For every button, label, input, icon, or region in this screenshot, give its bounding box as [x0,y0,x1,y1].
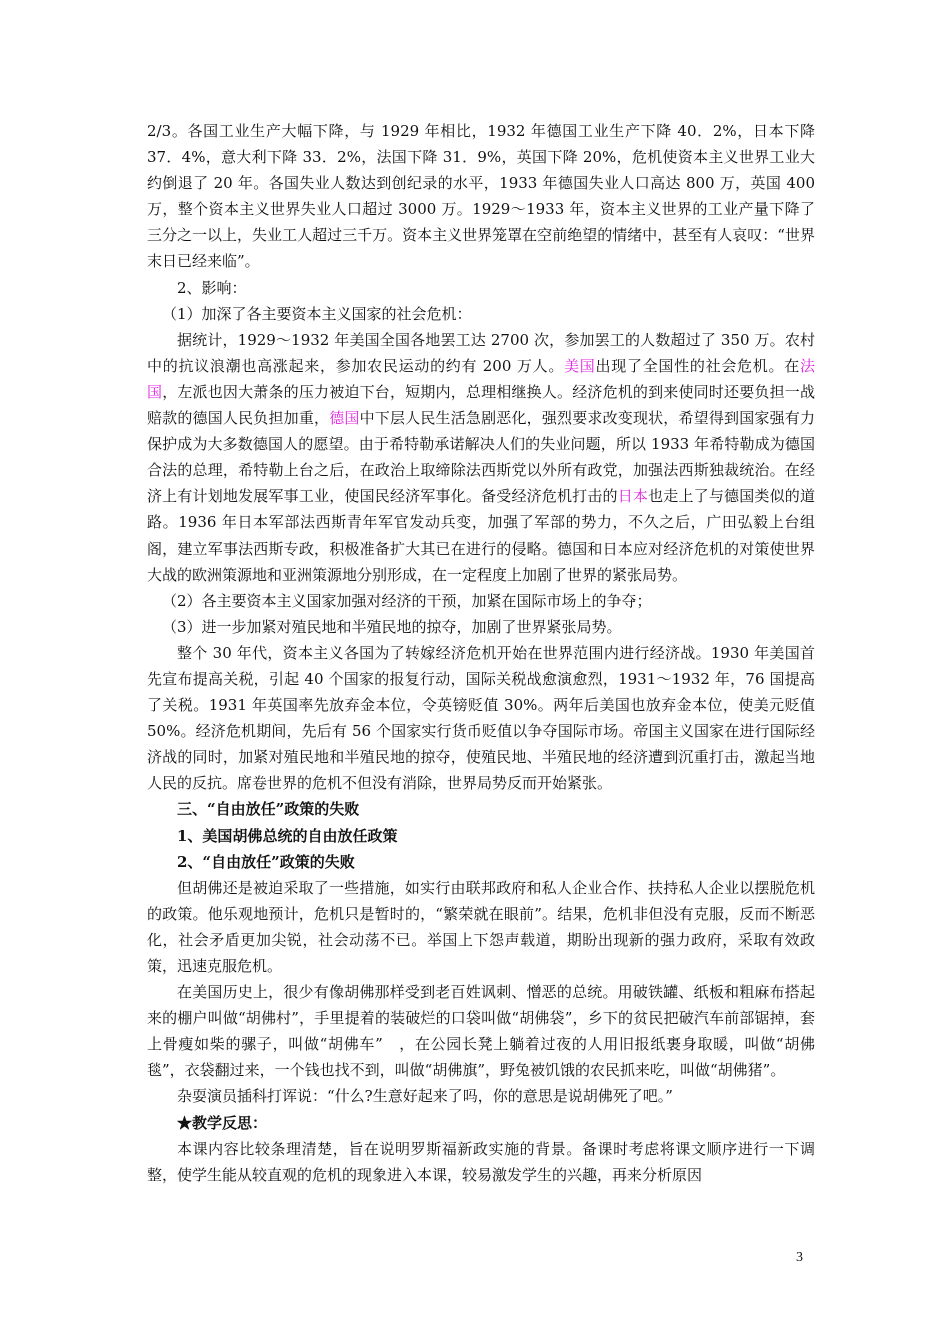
document-body [147,118,815,1188]
text-segment: 也走上了与德国类似的道路。1936 年日本军部法西斯青年军官发动兵变，加强了军部的势力，不久之后，广田弘毅上台组阁，建立军事法西斯专政，积极准备扩大其已在进行的侵略。德国和日本应对经济危机的对策使世界大战的欧洲策源地和亚洲策源地分别形成，在一定程度上加剧了世界的紧张局势。 [147,487,815,584]
subheading-policy-failure: 2、“自由放任”政策的失败 [177,852,355,871]
paragraph-economic-war: 整个 30 年代，资本主义各国为了转嫁经济危机开始在世界范围内进行经济战。1930 年美国首先宣布提高关税，引起 40 个国家的报复行动，国际关税战愈演愈烈，1931～1932 年，76 国提高了关税。1931 年英国率先放弃金本位，令英镑贬值 30%。两年后美国也放弃金本位，使美元贬值 50%。经济危机期间，先后有 56 个国家实行货币贬值以争夺国际市场。帝国主义国家在进行国际经济战的同时，加紧对殖民地和半殖民地的掠夺，使殖民地、半殖民地的经济遭到沉重打击，激起当地人民的反抗。席卷世界的危机不但没有消除，世界局势反而开始紧张。 [147,643,815,793]
impact-point-3: （3）进一步加紧对殖民地和半殖民地的掠夺，加剧了世界紧张局势。 [162,617,622,636]
text-segment: 出现了全国性的社会危机。在 [595,356,800,375]
paragraph-hoover-satire: 在美国历史上，很少有像胡佛那样受到老百姓讽刺、憎恶的总统。用破铁罐、纸板和粗麻布搭起来的棚户叫做“胡佛村”，手里提着的装破烂的口袋叫做“胡佛袋”，乡下的贫民把破汽车前部锯掉，套上骨瘦如柴的骡子，叫做“胡佛车” ，在公园长凳上躺着过夜的人用旧报纸裹身取暖，叫做“胡佛毯”，衣袋翻过来，一个钱也找不到，叫做“胡佛旗”，野兔被饥饿的农民抓来吃，叫做“胡佛猪”。 [147,983,815,1080]
paragraph-crisis-statistics: 2/3。各国工业生产大幅下降，与 1929 年相比，1932 年德国工业生产下降 40．2%，日本下降 37．4%，意大利下降 33．2%，法国下降 31．9%，英国下降 20%，危机使资本主义世界工业大约倒退了 20 年。各国失业人数达到创纪录的水平，1933 年德国失业人口高达 800 万，英国 400 万，整个资本主义世界失业人口超过 3000 万。1929～1933 年，资本主义世界的工业产量下降了三分之一以上，失业工人超过三千万。资本主义世界笼罩在空前绝望的情绪中，甚至有人哀叹：“世界末日已经来临”。 [147,122,815,271]
paragraph-social-crisis [147,327,815,588]
highlight-japan: 日本 [617,487,649,506]
page-number: 3 [796,1250,803,1265]
subheading-hoover-policy: 1、美国胡佛总统的自由放任政策 [177,826,398,845]
paragraph-comedian-quote: 杂耍演员插科打诨说：“什么?生意好起来了吗，你的意思是说胡佛死了吧。” [177,1087,673,1106]
paragraph-hoover-measures: 但胡佛还是被迫采取了一些措施，如实行由联邦政府和私人企业合作、扶持私人企业以摆脱危机的政策。他乐观地预计，危机只是暂时的，“繁荣就在眼前”。结果，危机非但没有克服，反而不断恶化，社会矛盾更加尖锐，社会动荡不已。举国上下怨声载道，期盼出现新的强力政府，采取有效政策，迅速克服危机。 [147,878,815,975]
impact-point-2: （2）各主要资本主义国家加强对经济的干预，加紧在国际市场上的争夺； [162,591,652,610]
heading-impact: 2、影响： [177,278,247,297]
heading-teaching-reflection: ★教学反思： [177,1113,268,1132]
paragraph-reflection: 本课内容比较条理清楚，旨在说明罗斯福新政实施的背景。备课时考虑将课文顺序进行一下调整，使学生能从较直观的危机的现象进入本课，较易激发学生的兴趣，再来分析原因 [147,1139,815,1184]
highlight-germany: 德国 [329,409,360,428]
text-segment: 中下层人民生活急剧恶化，强烈要求改变现状，希望得到国家强有力保护成为大多数德国人的愿望。由于希特勒承诺解决人们的失业问题，所以 1933 年希特勒成为德国合法的总理，希特勒上台之后，在政治上取缔除法西斯党以外所有政党，加强法西斯独裁统治。在经济上有计划地发展军事工业，使国民经济军事化。备受经济危机打击的 [147,409,815,506]
text-segment: ，左派也因大萧条的压力被迫下台，短期内，总理相继换人。经济危机的到来使同时还要负担一战赔款的德国人民负担加重， [147,382,815,428]
impact-point-1: （1）加深了各主要资本主义国家的社会危机： [162,304,472,323]
section-heading-3: 三、“自由放任”政策的失败 [177,800,360,819]
highlight-france: 法国 [147,356,815,401]
highlight-usa: 美国 [564,356,596,375]
text-segment: 据统计，1929～1932 年美国全国各地罢工达 2700 次，参加罢工的人数超过了 350 万。农村中的抗议浪潮也高涨起来，参加农民运动的约有 200 万人。 [147,330,815,375]
